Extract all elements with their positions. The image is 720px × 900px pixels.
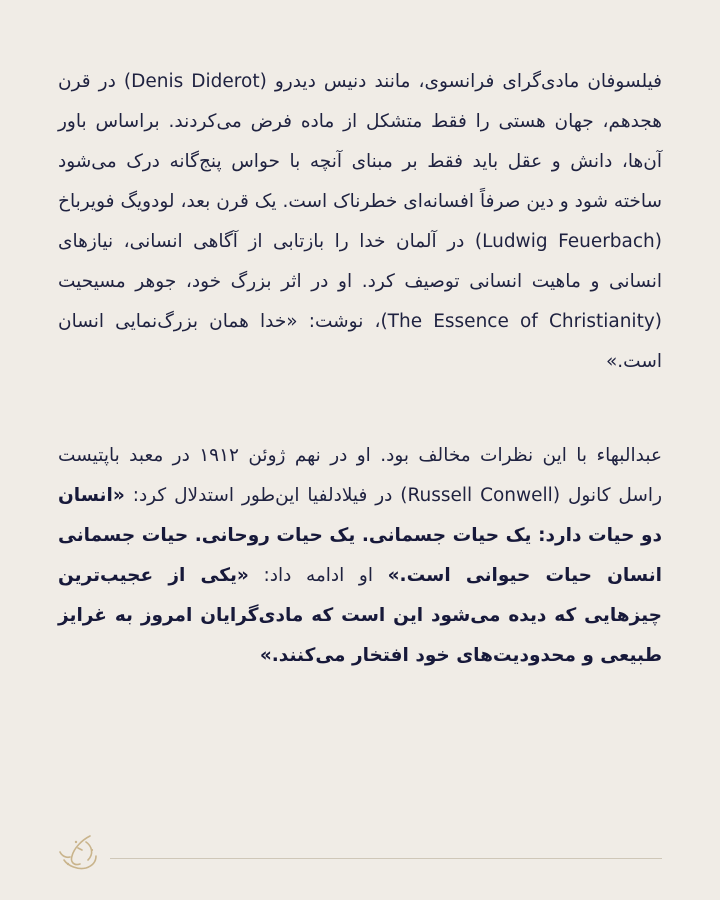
quote-materialists: «یکی از عجیب‌ترین چیزهایی که دیده می‌شود این است که مادی‌گرایان امروز به غرایز طبیعی و محدودیت‌های خود افتخار می‌کنند.» bbox=[58, 565, 662, 666]
paragraph-materialism: فیلسوفان مادی‌گرای فرانسوی، مانند دنیس دیدرو (Denis Diderot) در قرن هجدهم، جهان هستی را فقط متشکل از ماده فرض می‌کردند. براساس باور آن‌ها، دانش و عقل باید فقط بر مبنای آنچه با حواس پنج‌گانه درک می‌شود ساخته شود و دین صرفاً افسانه‌ای خطرناک است. یک قرن بعد، لودویگ فویرباخ (Ludwig Feuerbach) در آلمان خدا را بازتابی از آگاهی انسانی، نیازهای انسانی و ماهیت انسانی توصیف کرد. او در اثر بزرگ خود، جوهر مسیحیت (The Essence of Christianity)، نوشت: «خدا همان بزرگ‌نمایی انسان است.» bbox=[58, 71, 663, 372]
paragraph-continuation: او ادامه داد: bbox=[248, 565, 388, 586]
paragraph-abdulbaha bbox=[58, 436, 662, 676]
quote-two-lives: «انسان دو حیات دارد: یک حیات جسمانی. یک حیات روحانی. حیات جسمانی انسان حیات حیوانی است.» bbox=[58, 485, 662, 586]
paragraph-intro: عبدالبهاء با این نظرات مخالف بود. او در نهم ژوئن ۱۹۱۲ در معبد باپتیست راسل کانول (Russell Conwell) در فیلادلفیا این‌طور استدلال کرد: bbox=[58, 445, 663, 506]
footer-divider bbox=[110, 858, 662, 859]
calligraphy-logo-icon bbox=[52, 830, 102, 874]
